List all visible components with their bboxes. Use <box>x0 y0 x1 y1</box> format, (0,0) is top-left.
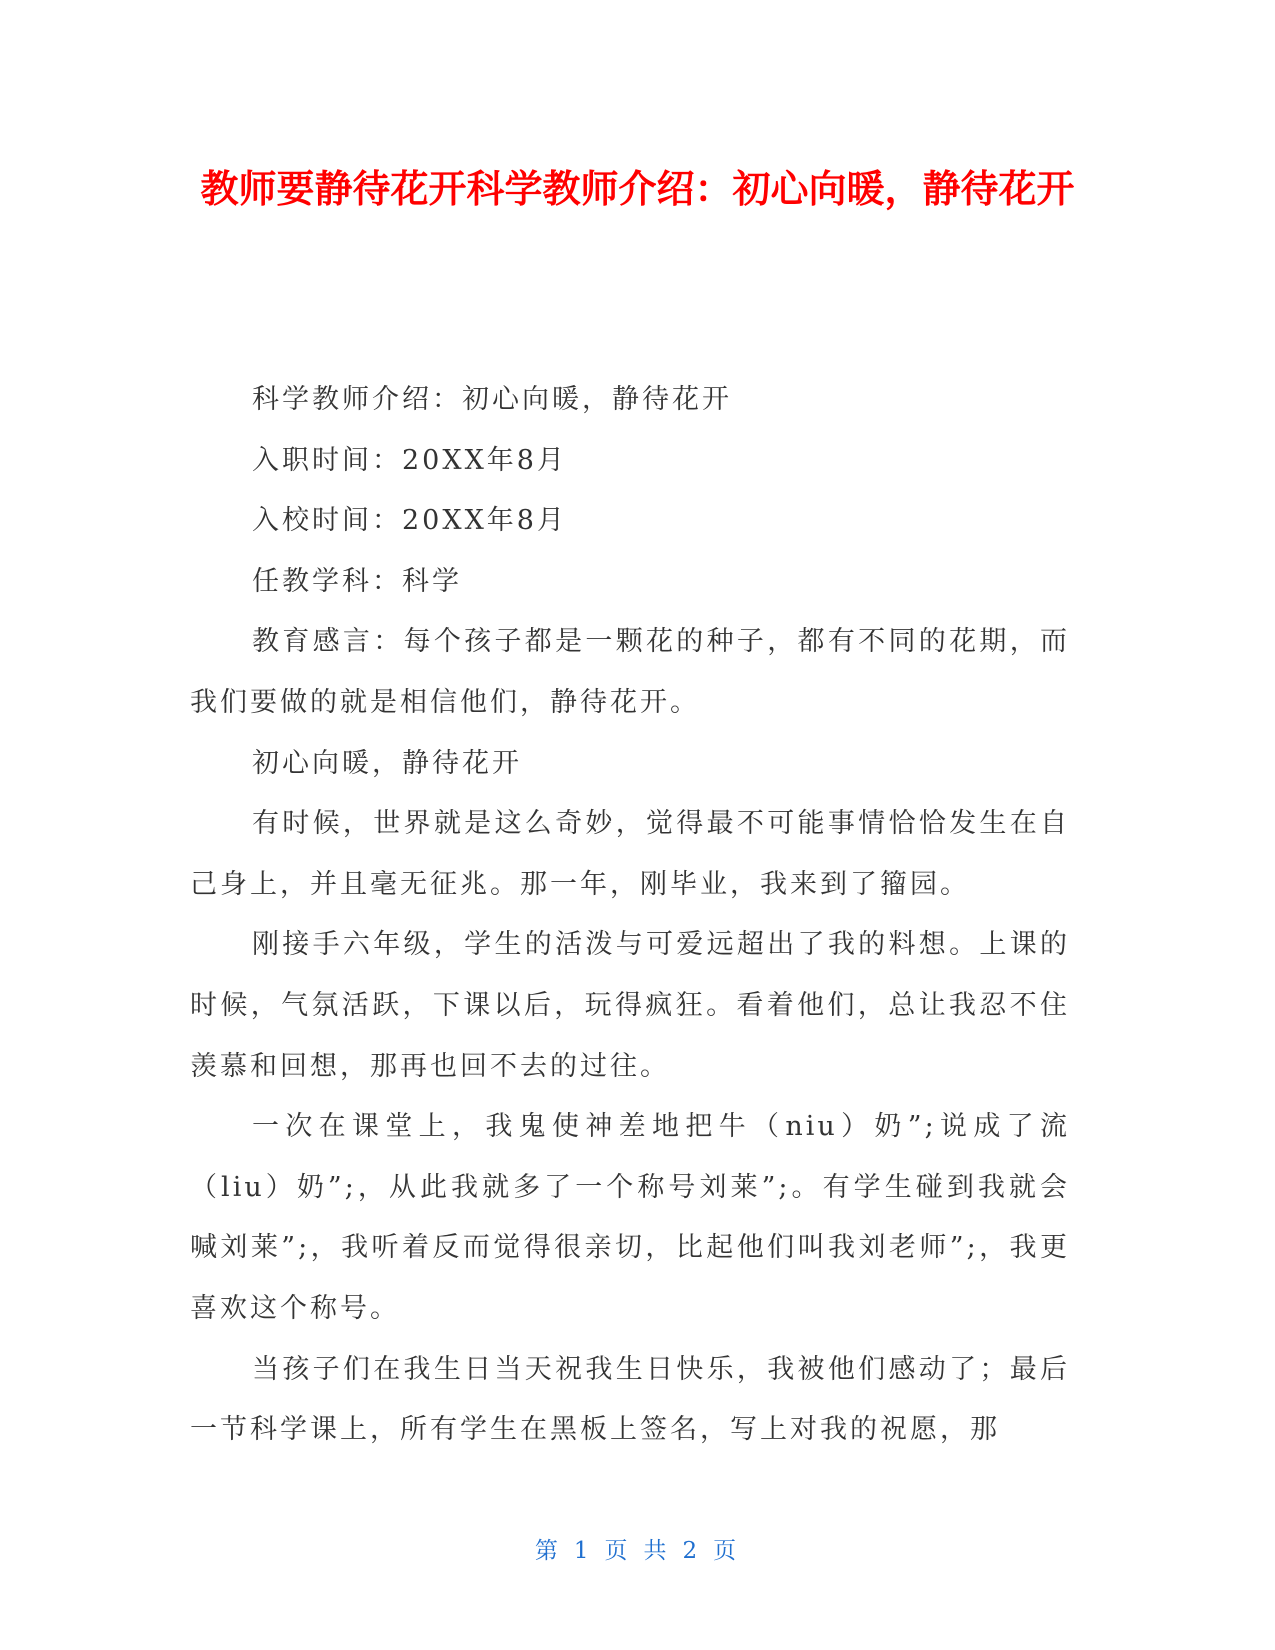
paragraph: 一次在课堂上，我鬼使神差地把牛（niu）奶”;说成了流（liu）奶”;，从此我就多了一个称号刘莱”;。有学生碰到我就会喊刘莱”;，我听着反而觉得很亲切，比起他们叫我刘老师”;，我更喜欢这个称号。 <box>190 1111 1070 1324</box>
page-number-footer <box>0 1532 1275 1565</box>
paragraph: 当孩子们在我生日当天祝我生日快乐，我被他们感动了；最后一节科学课上，所有学生在黑板上签名，写上对我的祝愿，那 <box>190 1353 1070 1446</box>
paragraph: 任教学科：科学 <box>252 565 462 597</box>
document-title: 教师要静待花开科学教师介绍：初心向暖，静待花开 <box>200 167 1075 211</box>
document-body <box>190 370 1070 1461</box>
paragraph: 刚接手六年级，学生的活泼与可爱远超出了我的料想。上课的时候，气氛活跃，下课以后，玩得疯狂。看着他们，总让我忍不住羡慕和回想，那再也回不去的过往。 <box>190 929 1070 1082</box>
paragraph: 初心向暖，静待花开 <box>252 747 522 779</box>
footer-total-pages: 2 <box>682 1538 702 1564</box>
footer-current-page: 1 <box>573 1538 593 1564</box>
footer-total-label: 共 <box>643 1538 671 1564</box>
paragraph: 教育感言：每个孩子都是一颗花的种子，都有不同的花期，而我们要做的就是相信他们，静待花开。 <box>190 626 1070 718</box>
paragraph: 入校时间：20XX年8月 <box>252 505 567 537</box>
paragraph: 入职时间：20XX年8月 <box>252 444 567 476</box>
footer-page-unit: 页 <box>604 1538 632 1564</box>
paragraph: 科学教师介绍：初心向暖，静待花开 <box>252 384 732 415</box>
paragraph: 有时候，世界就是这么奇妙，觉得最不可能事情恰恰发生在自己身上，并且毫无征兆。那一年，刚毕业，我来到了籀园。 <box>190 808 1070 900</box>
footer-page-label: 第 <box>534 1538 562 1564</box>
footer-total-unit: 页 <box>713 1538 741 1564</box>
